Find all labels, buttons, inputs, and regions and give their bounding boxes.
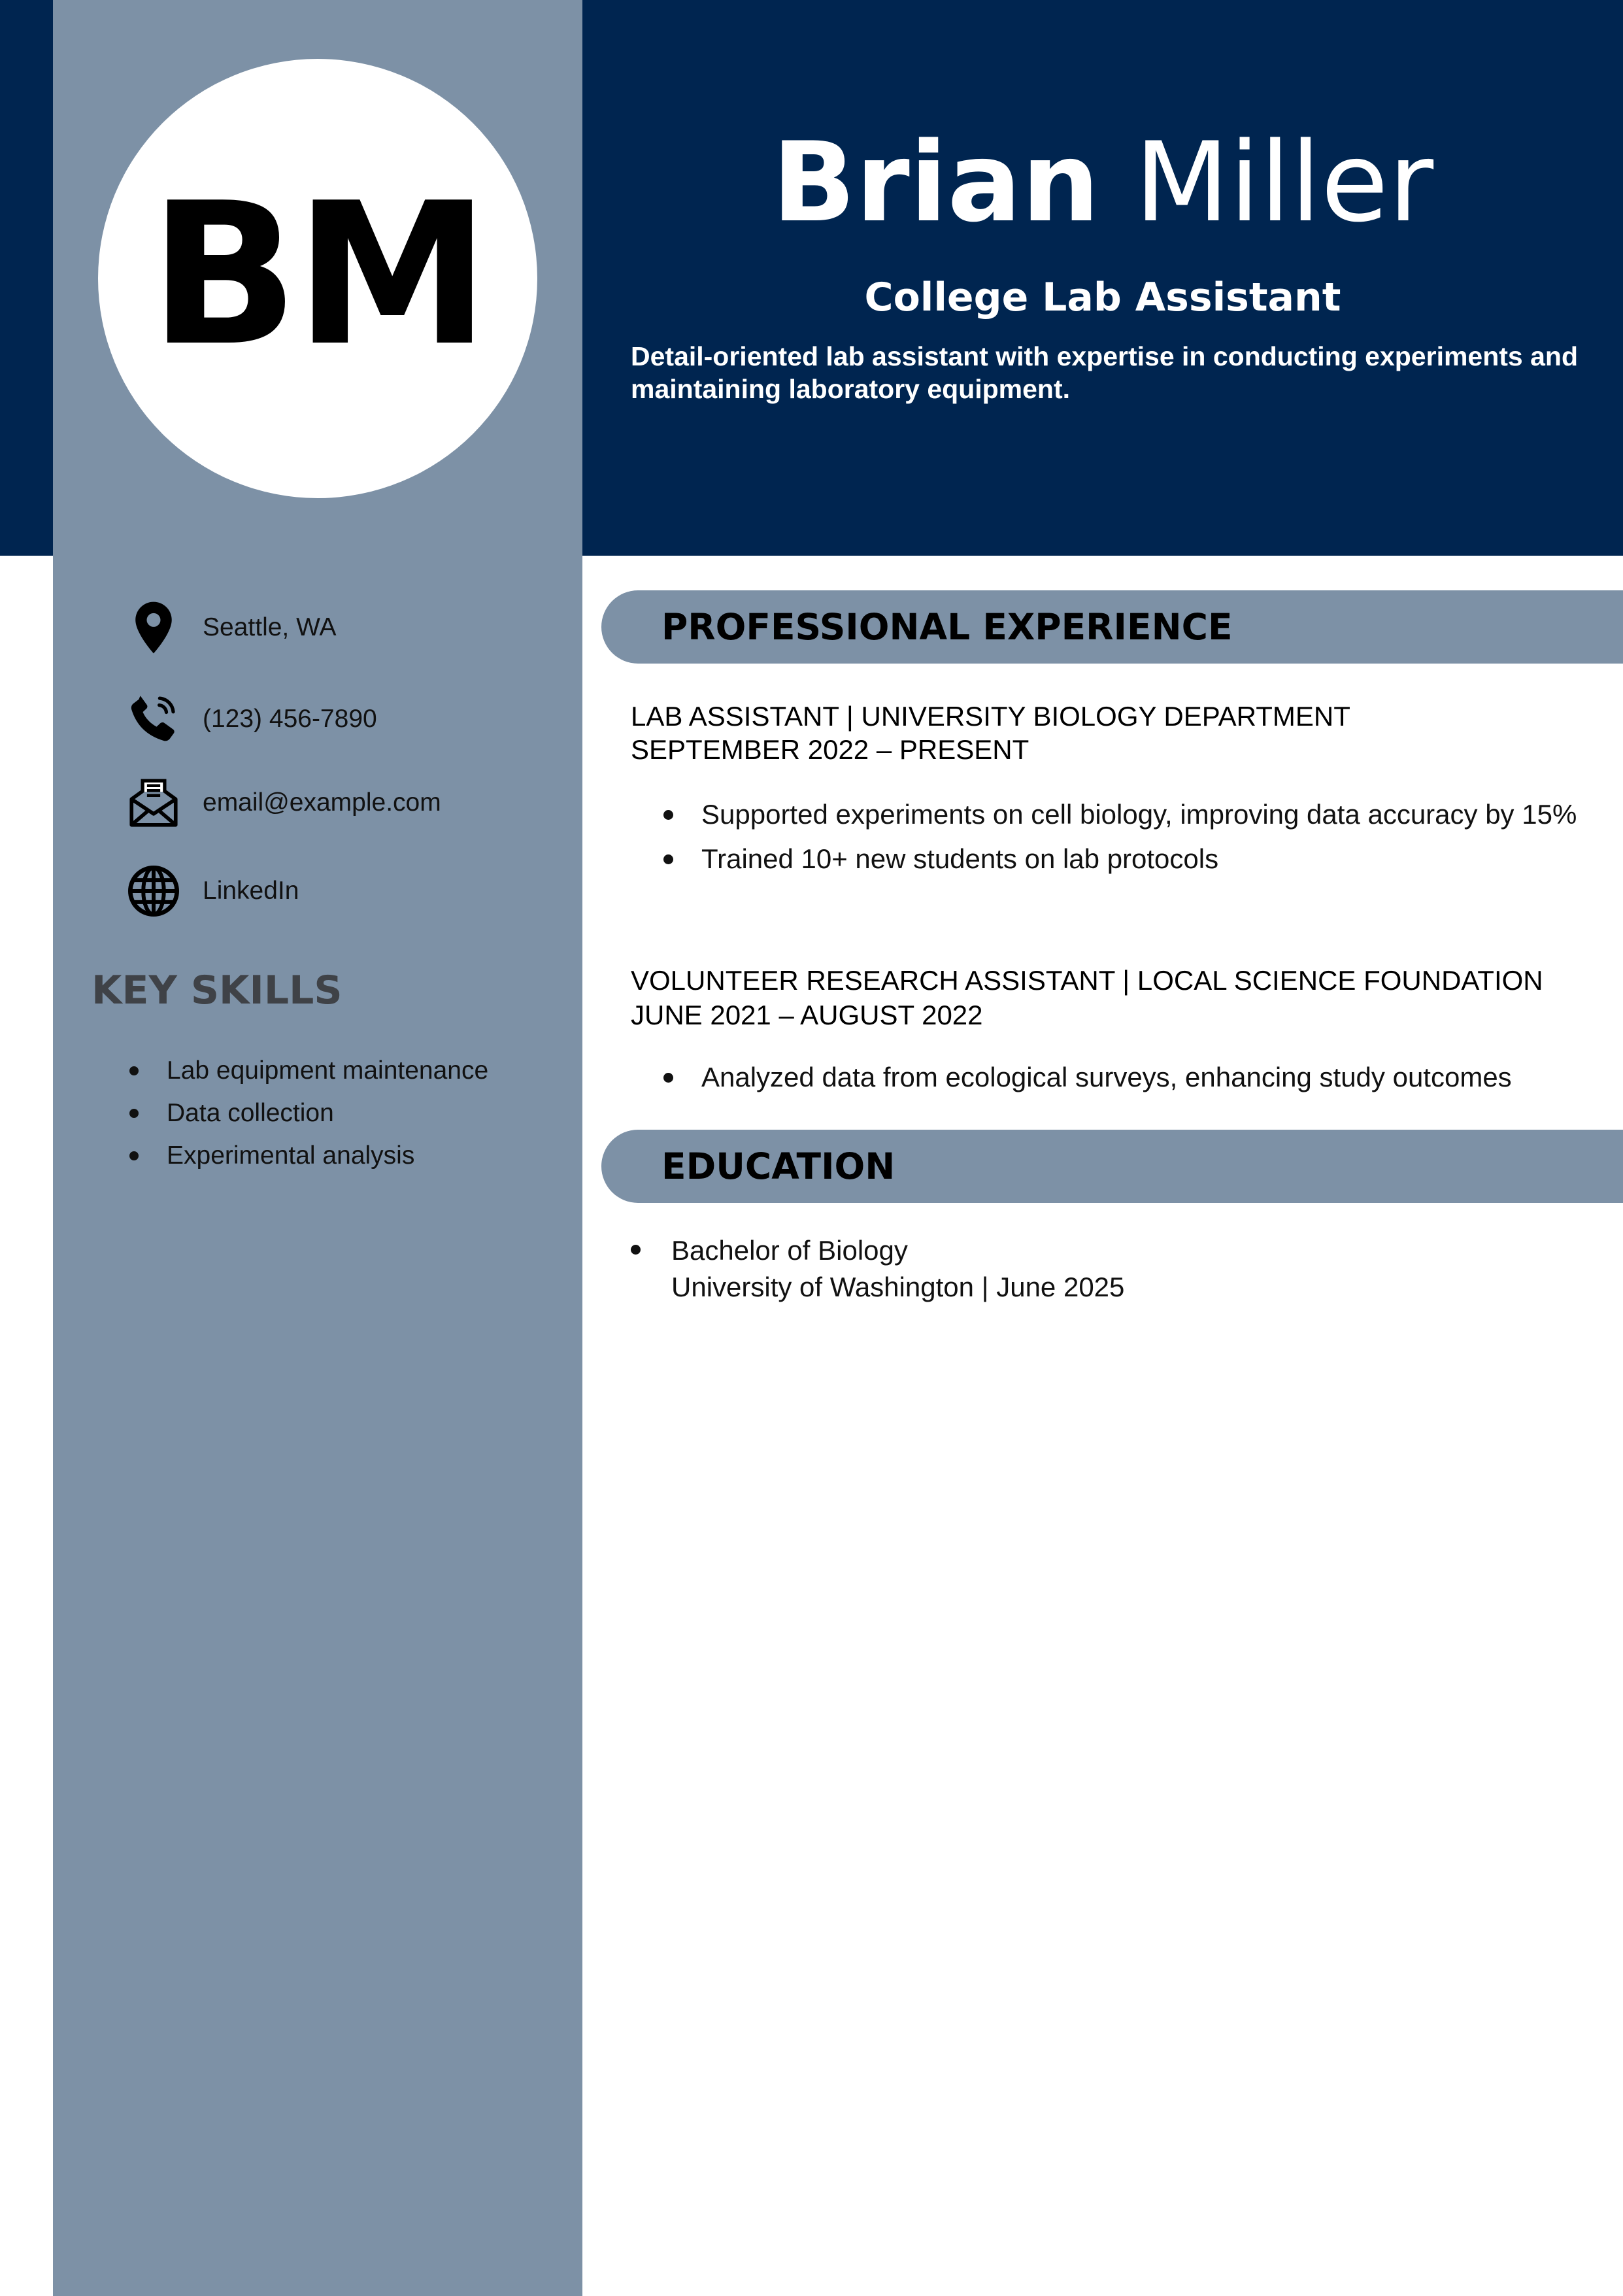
job-2-dates: JUNE 2021 – AUGUST 2022	[631, 1000, 983, 1030]
location-pin-icon	[124, 598, 183, 657]
job-2-title: VOLUNTEER RESEARCH ASSISTANT | LOCAL SCIENCE FOUNDATION	[631, 965, 1543, 996]
job-1-bullet: Supported experiments on cell biology, improving data accuracy by 15%	[631, 798, 1592, 832]
contact-location	[124, 595, 336, 660]
monogram-avatar	[98, 59, 537, 498]
job-2-bullets	[631, 1060, 1611, 1094]
candidate-name	[582, 118, 1623, 246]
experience-section-bar	[601, 590, 1623, 664]
job-title: College Lab Assistant	[864, 275, 1341, 320]
school-and-date: University of Washington | June 2025	[671, 1272, 1125, 1302]
bullet-dot	[631, 1245, 641, 1255]
key-skills-list	[127, 1049, 488, 1177]
education-section-bar	[601, 1130, 1623, 1203]
contact-email	[124, 770, 441, 836]
envelope-icon	[124, 773, 183, 832]
location-text: Seattle, WA	[203, 613, 337, 641]
first-name: Brian	[771, 118, 1100, 246]
education-entry	[631, 1232, 1124, 1306]
phone-icon	[124, 690, 183, 749]
skill-item: Experimental analysis	[127, 1134, 488, 1177]
experience-heading: PROFESSIONAL EXPERIENCE	[661, 606, 1233, 648]
globe-icon	[124, 862, 183, 920]
linkedin-text[interactable]: LinkedIn	[203, 877, 299, 905]
job-1-title: LAB ASSISTANT | UNIVERSITY BIOLOGY DEPARTMENT	[631, 701, 1350, 732]
contact-phone	[124, 686, 377, 752]
education-heading: EDUCATION	[661, 1145, 895, 1187]
key-skills-heading: KEY SKILLS	[92, 968, 343, 1013]
job-1-bullet: Trained 10+ new students on lab protocols	[631, 842, 1592, 876]
skill-item: Data collection	[127, 1092, 488, 1134]
job-1-bullets	[631, 798, 1592, 876]
phone-text: (123) 456-7890	[203, 705, 377, 733]
degree: Bachelor of Biology	[671, 1235, 908, 1266]
skill-item: Lab equipment maintenance	[127, 1049, 488, 1092]
job-1-dates: SEPTEMBER 2022 – PRESENT	[631, 734, 1029, 765]
last-name: Miller	[1134, 118, 1434, 246]
monogram-initials: BM	[149, 161, 486, 389]
contact-linkedin	[124, 858, 299, 924]
email-text[interactable]: email@example.com	[203, 788, 441, 817]
job-2-bullet: Analyzed data from ecological surveys, enhancing study outcomes	[631, 1060, 1611, 1094]
profile-summary: Detail-oriented lab assistant with expertise in conducting experiments and maintaining laboratory equipment.	[631, 341, 1578, 404]
